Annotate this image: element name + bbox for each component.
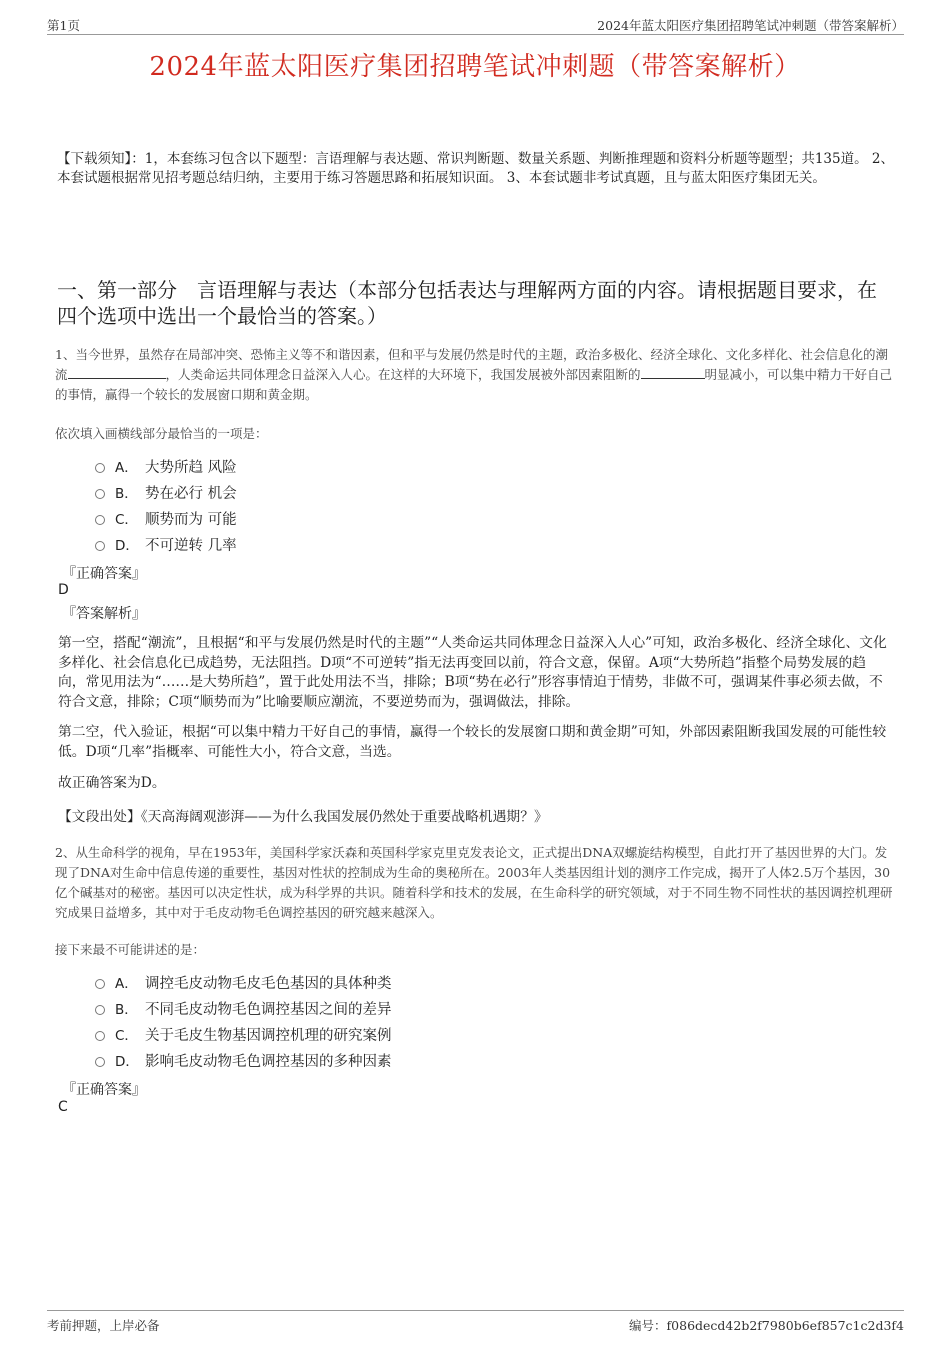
option-letter: D． — [115, 1054, 139, 1070]
option-text: 势在必行 机会 — [145, 485, 237, 502]
option-letter: C． — [115, 1028, 138, 1044]
radio-icon[interactable] — [95, 1057, 105, 1067]
fill-blank-1 — [68, 366, 166, 379]
source-citation: 【文段出处】《天高海阔观澎湃——为什么我国发展仍然处于重要战略机遇期？》 — [58, 809, 548, 825]
radio-icon[interactable] — [95, 979, 105, 989]
download-notice: 【下载须知】：1，本套练习包含以下题型：言语理解与表达题、常识判断题、数量关系题、判断推理题和资料分析题等题型；共135道。 2、本套试题根据常见招考题总结归纳，主要用于练习答题思路和拓展知识面。 3、本套试题非考试真题，且与蓝太阳医疗集团无关。 — [57, 151, 894, 186]
option-b[interactable] — [95, 995, 392, 1021]
question-2-options — [95, 969, 392, 1073]
analysis-paragraph-2: 第二空，代入验证，根据“可以集中精力干好自己的事情，赢得一个较长的发展窗口期和黄金期”可知，外部因素阻断我国发展的可能性较低。D项“几率”指概率、可能性大小，符合文意，当选。 — [58, 724, 887, 760]
radio-icon[interactable] — [95, 463, 105, 473]
correct-answer-label: 『正确答案』 — [62, 1082, 146, 1098]
option-b[interactable] — [95, 479, 237, 505]
option-text: 顺势而为 可能 — [145, 511, 237, 528]
option-d[interactable] — [95, 531, 237, 557]
page-footer — [47, 1310, 904, 1333]
option-text: 不可逆转 几率 — [145, 537, 237, 554]
question-1-text-part-b: ，人类命运共同体理念日益深入人心。在这样的大环境下，我国发展被外部因素阻断的 — [165, 367, 641, 382]
analysis-conclusion: 故正确答案为D。 — [58, 775, 166, 791]
option-text: 不同毛皮动物毛色调控基因之间的差异 — [145, 1001, 392, 1018]
correct-answer: C — [58, 1099, 68, 1115]
question-1-text-part-c: 明显减小，可以集中精力干好自己的事情，赢得一个较长的发展窗口期和黄金期。 — [55, 367, 893, 402]
footer-slogan: 考前押题，上岸必备 — [47, 1318, 160, 1333]
radio-icon[interactable] — [95, 1005, 105, 1015]
option-letter: A． — [115, 460, 138, 476]
question-1-text-part-a: 1、当今世界，虽然存在局部冲突、恐怖主义等不和谐因素，但和平与发展仍然是时代的主题，政治多极化、经济全球化、文化多样化、社会信息化的潮流 — [55, 347, 888, 382]
radio-icon[interactable] — [95, 515, 105, 525]
question-1-prompt: 依次填入画横线部分最恰当的一项是： — [55, 426, 268, 441]
option-letter: C． — [115, 512, 138, 528]
question-1-options — [95, 453, 237, 557]
question-2-text: 2、从生命科学的视角，早在1953年，美国科学家沃森和英国科学家克里克发表论文，正式提出DNA双螺旋结构模型，自此打开了基因世界的大门。发现了DNA对生命中信息传递的重要性，基因对性状的控制成为生命的奥秘所在。2003年人类基因组计划的测序工作完成，揭开了人体2.5万个基因，30亿个碱基对的秘密。基因可以决定性状，成为科学界的共识。随着科学和技术的发展，在生命科学的研究领域，对于不同生物不同性状的基因调控机理研究成果日益增多，其中对于毛皮动物毛色调控基因的研究越来越深入。 — [55, 845, 893, 920]
option-text: 大势所趋 风险 — [145, 459, 237, 476]
section-heading: 一、第一部分 言语理解与表达（本部分包括表达与理解两方面的内容。请根据题目要求，在四个选项中选出一个最恰当的答案。） — [57, 278, 877, 328]
option-d[interactable] — [95, 1047, 392, 1073]
radio-icon[interactable] — [95, 541, 105, 551]
analysis-label: 『答案解析』 — [62, 606, 146, 622]
option-a[interactable] — [95, 453, 237, 479]
option-letter: A． — [115, 976, 138, 992]
header-doc-title: 2024年蓝太阳医疗集团招聘笔试冲刺题（带答案解析） — [597, 18, 904, 33]
option-text: 调控毛皮动物毛皮毛色基因的具体种类 — [145, 975, 392, 992]
option-letter: B． — [115, 1002, 138, 1018]
radio-icon[interactable] — [95, 1031, 105, 1041]
option-letter: D． — [115, 538, 139, 554]
correct-answer-label: 『正确答案』 — [62, 566, 146, 582]
option-letter: B． — [115, 486, 138, 502]
document-title: 2024年蓝太阳医疗集团招聘笔试冲刺题（带答案解析） — [149, 52, 801, 82]
radio-icon[interactable] — [95, 489, 105, 499]
option-c[interactable] — [95, 1021, 392, 1047]
page-header — [47, 14, 904, 35]
page-number: 第1页 — [47, 18, 80, 33]
option-text: 关于毛皮生物基因调控机理的研究案例 — [145, 1027, 392, 1044]
option-text: 影响毛皮动物毛色调控基因的多种因素 — [145, 1053, 392, 1070]
fill-blank-2 — [641, 366, 705, 379]
document-id: 编号：f086decd42b2f7980b6ef857c1c2d3f4 — [629, 1318, 904, 1333]
analysis-paragraph-1: 第一空，搭配“潮流”，且根据“和平与发展仍然是时代的主题”“人类命运共同体理念日益深入人心”可知，政治多极化、经济全球化、文化多样化、社会信息化已成趋势，无法阻挡。D项“不可逆转”指无法再变回以前，符合文意，保留。A项“大势所趋”指整个局势发展的趋向，常见用法为“……是大势所趋”，置于此处用法不当，排除；B项“势在必行”形容事情迫于情势，非做不可，强调某件事必须去做，不符合文意，排除；C项“顺势而为”比喻要顺应潮流，不要逆势而为，强调做法，排除。 — [58, 635, 887, 710]
option-c[interactable] — [95, 505, 237, 531]
question-2-prompt: 接下来最不可能讲述的是： — [55, 942, 206, 957]
question-1-text — [55, 345, 898, 405]
option-a[interactable] — [95, 969, 392, 995]
correct-answer: D — [58, 582, 69, 598]
